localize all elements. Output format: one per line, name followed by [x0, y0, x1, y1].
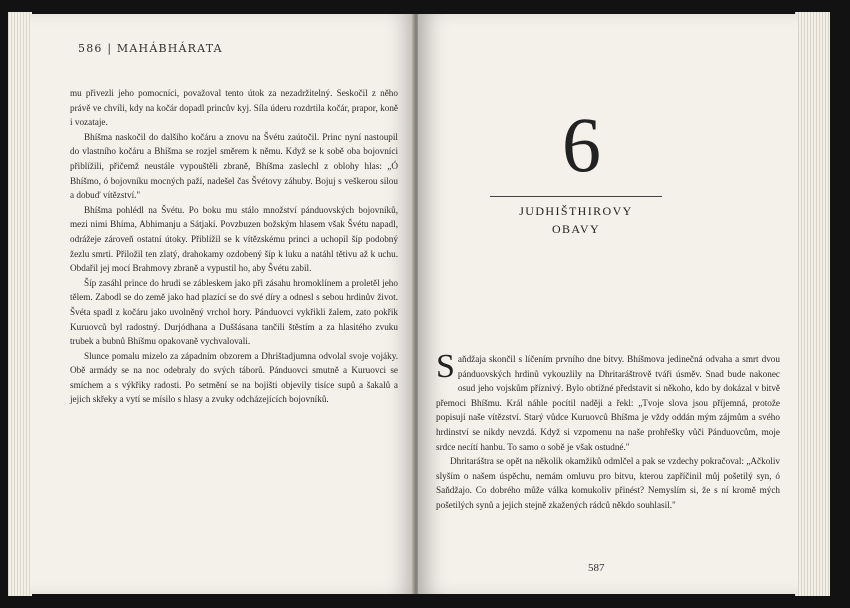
paragraph: mu přivezli jeho pomocníci, považoval tento útok za nezadržitelný. Seskočil z něho právě ve chvíli, kdy na kočár dopadl princův kyj. Síla úderu rozdrtila kočár, prapor, koně i vozataje.: [70, 88, 398, 128]
page-stack-left: [8, 12, 32, 596]
chapter-rule: [490, 196, 662, 197]
left-page: [30, 14, 415, 594]
page-stack-right: [795, 12, 830, 596]
paragraph: Šíp zasáhl prince do hrudi se zábleskem jako při zásahu hromoklínem a proletěl jeho tělem. Zabodl se do země jako had plazící se do své díry a odnesl s sebou hrdinův život. Švéta spadl z kočáru jako uvolněný vrchol hory. Pánduovci vykřikli žalem, zato pokřik Kuruovců byl radostný. Durjódhana a Duššásana tančili štěstím a za hlasitého zvuku trubek a bubnů Bhíšmu opakovaně vychvalovali.: [70, 277, 398, 347]
drop-cap: S: [436, 348, 455, 385]
chapter-title-line1: JUDHIŠTHIROVY: [519, 204, 633, 218]
chapter-title-line2: OBAVY: [551, 222, 601, 236]
paragraph: Slunce pomalu mizelo za západním obzorem a Dhrištadjumna odvolal svoje vojáky. Obě armády se na noc odebraly do svých táborů. Pánduovci smutně a Kuruovci se smíchem a s výkřiky radosti. Po setmění se na bojišti objevily tisíce supů a šakalů a jejich skřeky a vytí se mísilo s hlasy a zvuky odcházejících bojovníků.: [70, 350, 398, 405]
header-book-title: MAHÁBHÁRATA: [116, 42, 223, 55]
right-page: [418, 14, 798, 594]
running-header: [78, 42, 223, 55]
lead-text: aňdžaja skončil s líčením prvního dne bitvy. Bhíšmova jedinečná odvaha a smrt dvou pánduovských hrdinů vykouzlily na Dhritaráštrově tváři úsměv. Snad bude nakonec osud jeho vojskům příznivý. Bylo obtížné představit si někoho, kdo by dokázal v bitvě přemoci Bhíšmu. Král náhle pocítil naději a řekl: „Tvoje slova jsou příjemná, protože popisují naše vítězství. Starý vůdce Kuruovců Bhíšma je vždy oddán mým zájmům a svého hrdinství se nikdy nevzdá. Když si vzpomenu na naše prohřešky vůči Pánduovcům, moje srdce necítí hanbu. To samo o sobě je však ostudné.": [436, 354, 780, 452]
header-separator: |: [107, 42, 113, 55]
paragraph: Dhritaráštra se opět na několik okamžiků odmlčel a pak se vzdechy pokračoval: „Ačkoliv slyším o našem úspěchu, nemám omluvu pro bitvu, kterou zapříčinil můj pošetilý syn, ó Saňdžajo. Co dobrého může válka komukoliv přinést? Nemyslím si, že s ní kromě mých pošetilých synů a jejich stejně zkažených rádců někdo souhlasil.": [436, 456, 780, 510]
paragraph: Bhíšma naskočil do dalšího kočáru a znovu na Švétu zaútočil. Princ nyní nastoupil do vlastního kočáru a Bhíšma se rozjel směrem k němu. Když se k sobě oba bojovníci přiblížili, přičemž neustále vypouštěli zbraně, Bhíšma zaslechl z oblohy hlas: „Ó Bhíšmo, ó bojovníku mocných paží, nadešel čas Švétovy záhuby. Bojuj s veškerou silou a dobuď vítězství.": [70, 131, 398, 201]
chapter-number: 6: [562, 101, 601, 188]
page-number: 587: [588, 562, 605, 574]
lead-paragraph: [436, 348, 780, 454]
header-page-number: 586: [78, 42, 103, 55]
right-body-text: [436, 348, 780, 513]
chapter-title: [488, 202, 664, 238]
paragraph: Bhíšma pohlédl na Švétu. Po boku mu stálo množství pánduovských bojovníků, mezi nimi Bhíma, Abhimanju a Sátjakí. Povzbuzen božským hlasem však Švétu napadl, odrážeje zároveň ostatní útoky. Přiblížil se k vítězskému princi a uchopil šíp podobný žezlu smrti. Přiložil ten zlatý, drahokamy ozdobený šíp k luku a natáhl tětivu až k uchu. Obdařil jej mocí Brahmovy zbraně a vypustil ho, aby Švétu zabil.: [70, 204, 398, 274]
left-body-text: [70, 86, 398, 407]
